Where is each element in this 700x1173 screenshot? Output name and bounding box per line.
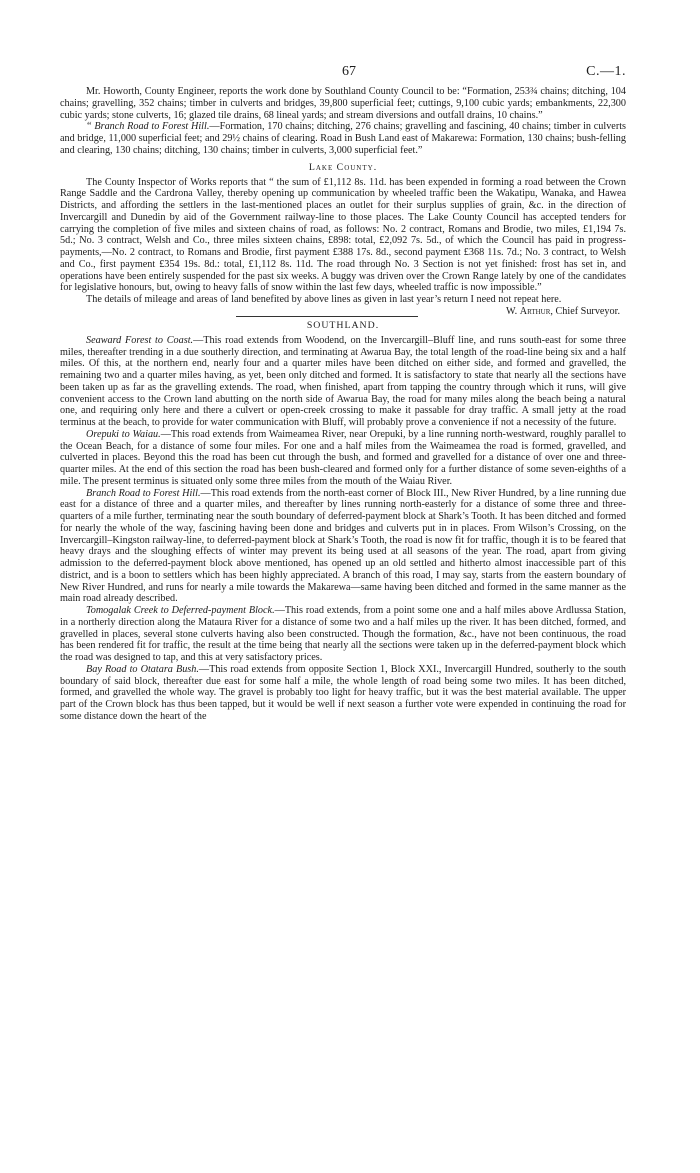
signature bbox=[506, 306, 620, 318]
road-description: —This road extends from opposite Section 1, Block XXI., Invercargill Hundred, southerly to the south boundary of said block, thereafter due east for some half a mile, the whole length of road being some two miles. It has been ditched, formed, and gravelled the whole way. The gravel is probably too light for heavy traffic, but it was the best material available. The upper part of the Crown block has thus been tapped, but it would be well if next season a further vote were expended in continuing the road for some distance down the heart of the bbox=[60, 663, 627, 722]
signature-line bbox=[60, 306, 626, 318]
signature-initial: W. bbox=[505, 305, 520, 317]
page-number: 67 bbox=[342, 64, 356, 79]
document-reference: C.—1. bbox=[586, 64, 626, 79]
road-paragraph bbox=[60, 429, 626, 488]
road-paragraph bbox=[60, 335, 626, 429]
road-paragraph bbox=[60, 605, 626, 664]
signature-title: , Chief Surveyor. bbox=[550, 305, 620, 317]
road-title: Seaward Forest to Coast. bbox=[86, 334, 194, 346]
road-title: Tomogalak Creek to Deferred-payment Block. bbox=[86, 605, 275, 616]
road-description: —This road extends, from a point some one and a half miles above Ardlussa Station, in a northerly direction along the Mataura River for a distance of some two and a half miles up the river. It has been ditched, formed, and gravelled in places, several stone culverts having also been constructed. Though the formation, &c., have not been continuous, the road has been rendered fit for traffic, the result at the time being that nearly all the sections were taken up in the deferred-payment block which the road was designed to tap, and this at very satisfactory prices. bbox=[60, 605, 626, 663]
road-title: Branch Road to Forest Hill. bbox=[86, 487, 201, 499]
road-paragraph bbox=[60, 488, 626, 606]
page-header bbox=[60, 60, 626, 86]
lake-paragraph-2: The details of mileage and areas of land benefited by above lines as given in last year’s return I need not repeat here. bbox=[86, 294, 562, 305]
section-heading-southland: SOUTHLAND. bbox=[306, 319, 380, 331]
road-paragraph bbox=[60, 664, 626, 723]
road-title: Bay Road to Otatara Bush. bbox=[86, 663, 199, 675]
road-title: “ Branch Road to Forest Hill. bbox=[86, 121, 210, 133]
intro-paragraph-2 bbox=[60, 121, 626, 156]
section-heading-lake: Lake County. bbox=[308, 161, 378, 173]
road-title: Orepuki to Waiau. bbox=[86, 428, 161, 440]
signature-name: Arthur bbox=[519, 305, 551, 317]
divider-rule bbox=[236, 316, 418, 317]
document-page bbox=[60, 60, 626, 723]
road-description: —This road extends from Waimeamea River, near Orepuki, by a line running north-westward, roughly parallel to the Ocean Beach, for a distance of some four miles. For one and a half miles from the Waimeamea the road is formed, gravelled, and culverted in places. Beyond this the road has been cut through the bush, and formed and gravelled for a distance of over one and three-quarter miles. At the end of this section the road has been bush-cleared and formed only for a further distance of some seven-eighths of a mile. The present terminus is situated only some three miles from the mouth of the Waiau River. bbox=[60, 428, 627, 487]
lake-paragraph-1: The County Inspector of Works reports that “ the sum of £1,112 8s. 11d. has been expended in forming a road between the Crown Range Saddle and the Cardrona Valley, thereby opening up communication by wheeled traffic been the Wakatipu, Wanaka, and Hawea Districts, and affording the settlers in the last-mentioned places an outlet for their surplus supplies of grain, &c. in the direction of Invercargill and Dunedin by aid of the Government railway-line to those places. The Lake County Council has accepted tenders for carrying the completion of five miles and sixteen chains of road, as follows: No. 2 contract, Romans and Brodie, two miles, £1,194 7s. 5d.; No. 3 contract, Welsh and Co., three miles sixteen chains, £898: total, £2,092 7s. 5d., of which the Council has paid in progress-payments,—No. 2 contract, to Romans and Brodie, first payment £388 17s. 8d., second payment £368 11s. 7d.; No. 3 contract, to Welsh and Co., first payment £354 19s. 8d.: total, £1,112 8s. 11d. The road through No. 3 Section is not yet finished: frost has set in, and operations have been entirely suspended for the past six weeks. A buggy was driven over the Crown Range lately by one of the candidates for legislative honours, but, owing to heavy falls of snow within the last few days, wheeled traffic is now impossible.” bbox=[60, 176, 626, 294]
road-description: —Formation, 170 chains; ditching, 276 chains; gravelling and fascining, 40 chains; timber in culverts and bridge, 11,000 superficial feet; and 29½ chains of clearing. Road in Bush Land east of Makarewa: Formation, 130 chains; bush-felling and clearing, 130 chains; ditching, 130 chains; timber in culverts, 3,000 superficial feet.” bbox=[60, 121, 627, 156]
road-description: —This road extends from the north-east corner of Block III., New River Hundred, by a line running due east for a distance of three and a quarter miles, and thereafter by lines running north-easterly for a distance of some three and three-quarters of a mile further, terminating near the south boundary of deferred-payment block at Shark’s Tooth. It has been ditched and formed for nearly the whole of the way, fascining having been done and bridges and culverts put in in places. From Wilson’s Crossing, on the Invercargill–Kingston railway-line, to deferred-payment block at Shark’s Tooth, the road is now fit for traffic, though it is to be feared that heavy drays and the sloughing effects of winter may prevent its being used at all seasons of the year. The road, apart from giving admission to the deferred-payment block above mentioned, has opened up an old settled and hitherto almost inaccessible part of this district, and is a boon to settlers which has been highly appreciated. A branch of this road, I may say, starts from the eastern boundary of New River Hundred, and runs for nearly a mile towards the Makarewa—same having been ditched and formed in the same manner as the main road already described. bbox=[60, 487, 626, 605]
intro-paragraph-1: Mr. Howorth, County Engineer, reports the work done by Southland County Council to be: “Formation, 253¾ chains; ditching, 104 chains; gravelling, 352 chains; timber in culverts and bridges, 39,800 superficial feet; cuttings, 9,100 cubic yards; embankments, 22,300 cubic yards; stone culverts, 16; glazed tile drains, 68 lineal yards; and stream diversions and outfall drains, 10 chains.” bbox=[60, 86, 626, 121]
road-description: —This road extends from Woodend, on the Invercargill–Bluff line, and runs south-east for some three miles, thereafter trending in a due southerly direction, and terminating at Awarua Bay, the total length of the road-line being six and a half miles. Of this, at the northern end, nearly four and a quarter miles have been ditched on either side, and formed and gravelled, the remaining two and a quarter miles having, as yet, been only ditched and formed. It is satisfactory to state that nearly all the sections have been taken up as far as the gravelling extends. The road, when finished, apart from tapping the country through which it runs, will give convenient access to the Crown land abutting on the north side of Awarua Bay, the road for many miles along the beach being a natural one, and requiring only here and there a culvert or open-creek crossing to make it passable for dray traffic. A small jetty at the road terminus at the beach, to provide for water communication with Bluff, will probably prove a convenience if not a necessity of the future. bbox=[60, 334, 626, 428]
